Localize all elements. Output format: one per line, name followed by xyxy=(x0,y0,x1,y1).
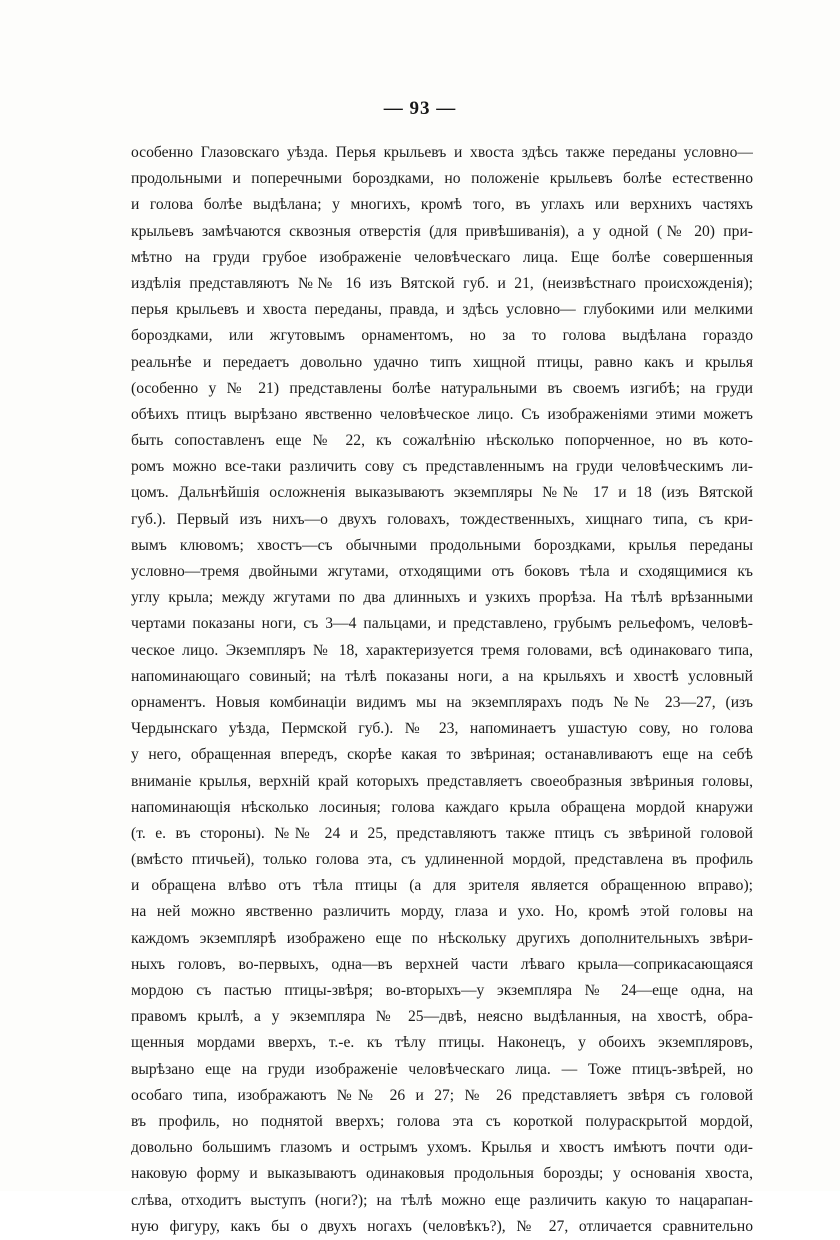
text-line: вниманiе крылья, верхнiй край которыхъ представляетъ своеобразныя звѣриныя головы, xyxy=(131,772,753,790)
text-line: напоминающаго совиный; на тѣлѣ показаны ноги, а на крыльяхъ и хвостѣ условный xyxy=(131,667,753,685)
text-line: довольно большимъ глазомъ и острымъ ухомъ. Крылья и хвостъ имѣютъ почти оди- xyxy=(131,1139,753,1157)
text-line: продольными и поперечными бороздками, но положенiе крыльевъ болѣе естественно xyxy=(131,170,753,188)
text-line: на ней можно явственно различить морду, глаза и ухо. Но, кромѣ этой головы на xyxy=(131,903,753,921)
text-line: напоминающiя нѣсколько лосиныя; голова каждаго крыла обращена мордой кнаружи xyxy=(131,798,753,816)
text-line: условно—тремя двойными жгутами, отходящими отъ боковъ тѣла и сходящимися къ xyxy=(131,563,753,580)
text-line: ческое лицо. Экземпляръ № 18, характеризуется тремя головами, всѣ одинаковаго типа, xyxy=(131,641,753,659)
text-line: издѣлiя представляютъ №№ 16 изъ Вятской губ. и 21, (неизвѣстнаго происхожденiя); xyxy=(131,274,753,292)
text-line: ромъ можно все-таки различить сову съ представленнымъ на груди человѣческимъ ли- xyxy=(131,458,753,476)
text-line: ныхъ головъ, во-первыхъ, одна—въ верхней части лѣваго крыла—соприкасающаяся xyxy=(131,955,753,973)
text-line: и обращена влѣво отъ тѣла птицы (а для зрителя является обращенною вправо); xyxy=(131,877,753,895)
text-line: перья крыльевъ и хвоста переданы, правда, и здѣсь условно— глубокими или мелкими xyxy=(131,301,753,319)
text-line: наковую форму и выказываютъ одинаковыя продольныя борозды; у основанiя хвоста, xyxy=(131,1165,753,1183)
text-line: (вмѣсто птичьей), только голова эта, съ удлиненной мордой, представлена въ профиль xyxy=(131,851,753,869)
text-line: мордою съ пастью птицы-звѣря; во-вторыхъ—у экземпляра № 24—еще одна, на xyxy=(131,982,753,999)
text-line: каждомъ экземплярѣ изображено еще по нѣскольку другихъ дополнительныхъ звѣри- xyxy=(131,929,753,947)
text-line: щенныя мордами вверхъ, т.-е. къ тѣлу птицы. Наконецъ, у обоихъ экземпляровъ, xyxy=(131,1034,753,1052)
text-line: обѣихъ птицъ вырѣзано явственно человѣческое лицо. Съ изображенiями этими можетъ xyxy=(131,405,753,423)
text-line: цомъ. Дальнѣйшiя осложненiя выказываютъ экземпляры №№ 17 и 18 (изъ Вятской xyxy=(131,484,753,502)
text-line: крыльевъ замѣчаются сквозныя отверстiя (для привѣшиванiя), а у одной (№ 20) при- xyxy=(131,222,753,240)
text-line: въ профиль, но поднятой вверхъ; голова эта съ короткой полураскрытой мордой, xyxy=(131,1112,753,1130)
text-line: мѣтно на груди грубое изображенiе человѣческаго лица. Еще болѣе совершенныя xyxy=(131,248,753,266)
text-line: слѣва, отходитъ выступъ (ноги?); на тѣлѣ можно еще различить какую то нацарапан- xyxy=(131,1191,753,1209)
text-line: ную фигуру, какъ бы о двухъ ногахъ (человѣкъ?), № 27, отличается сравнительно xyxy=(131,1217,753,1235)
text-line: губ.). Первый изъ нихъ—о двухъ головахъ, тождественныхъ, хищнаго типа, съ кри- xyxy=(131,510,753,528)
text-line: углу крыла; между жгутами по два длинныхъ и узкихъ прорѣза. На тѣлѣ врѣзанными xyxy=(131,589,753,607)
text-line: Чердынскаго уѣзда, Пермской губ.). № 23, напоминаетъ ушастую сову, но голова xyxy=(131,720,753,738)
text-line: у него, обращенная впередъ, скорѣе какая то звѣриная; останавливаютъ еще на себѣ xyxy=(131,746,753,764)
text-line: (особенно у № 21) представлены болѣе натуральными въ своемъ изгибѣ; на груди xyxy=(131,379,753,397)
text-line: и голова болѣе выдѣлана; у многихъ, кромѣ того, въ углахъ или верхнихъ частяхъ xyxy=(131,196,753,214)
text-line: бороздками, или жгутовымъ орнаментомъ, но за то голова выдѣлана гораздо xyxy=(131,327,753,345)
text-line: вымъ клювомъ; хвостъ—съ обычными продольными бороздками, крылья переданы xyxy=(131,536,753,554)
text-line: (т. е. въ стороны). №№ 24 и 25, представляютъ также птицъ съ звѣриной головой xyxy=(131,824,753,842)
text-line: быть сопоставленъ еще № 22, къ сожалѣнiю нѣсколько попорченное, но въ кото- xyxy=(131,432,753,450)
text-line: правомъ крылѣ, а у экземпляра № 25—двѣ, неясно выдѣланныя, на хвостѣ, обра- xyxy=(131,1008,753,1026)
text-line: особаго типа, изображаютъ №№ 26 и 27; № 26 представляетъ звѣря съ головой xyxy=(131,1086,753,1104)
page-number: — 93 — xyxy=(383,98,457,119)
body-text xyxy=(131,140,753,1240)
text-line: реальнѣе и передаетъ довольно удачно типъ хищной птицы, равно какъ и крылья xyxy=(131,353,753,371)
text-line: вырѣзано еще на груди изображенiе человѣческаго лица. — Тоже птицъ-звѣрей, но xyxy=(131,1060,753,1078)
text-line: чертами показаны ноги, съ 3—4 пальцами, и представлено, грубымъ рельефомъ, человѣ- xyxy=(131,615,753,633)
text-line: особенно Глазовскаго уѣзда. Перья крыльевъ и хвоста здѣсь также переданы условно— xyxy=(131,144,753,161)
text-line: орнаментъ. Новыя комбинацiи видимъ мы на экземплярахъ подъ №№ 23—27, (изъ xyxy=(131,693,753,711)
